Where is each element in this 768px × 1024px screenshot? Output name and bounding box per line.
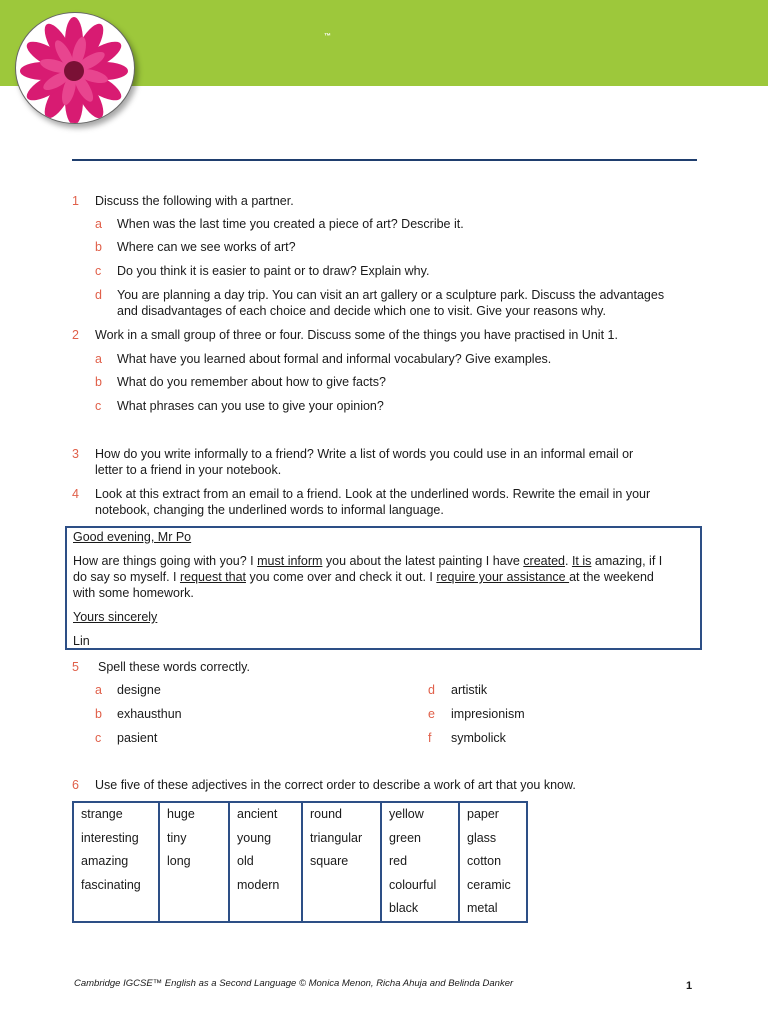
q3-line1: How do you write informally to a friend? Write a list of words you could use in an informal email or xyxy=(95,447,634,461)
q2-c-text: What phrases can you use to give your opinion? xyxy=(117,399,384,413)
adjective-cell: square xyxy=(302,850,381,874)
adjective-cell: glass xyxy=(459,827,527,851)
q5-e-word: impresionism xyxy=(451,707,525,721)
q5-a-word: designe xyxy=(117,683,161,697)
adjective-cell: triangular xyxy=(302,827,381,851)
q4-line2: notebook, changing the underlined words to informal language. xyxy=(95,503,444,517)
underlined-word: must inform xyxy=(257,554,323,568)
underlined-word: created xyxy=(523,554,565,568)
adjective-cell: yellow xyxy=(381,802,459,827)
adjective-cell: ceramic xyxy=(459,874,527,898)
q1-b-text: Where can we see works of art? xyxy=(117,240,296,254)
q1-a-text: When was the last time you created a piece of art? Describe it. xyxy=(117,217,464,231)
q5-c-word: pasient xyxy=(117,731,158,745)
q3-number: 3 xyxy=(72,447,79,461)
adjective-cell: paper xyxy=(459,802,527,827)
adjective-cell xyxy=(73,897,159,922)
table-row xyxy=(73,827,527,851)
q2-text: Work in a small group of three or four. Discuss some of the things you have practised in Unit 1. xyxy=(95,328,618,342)
q5-b-letter: b xyxy=(95,707,102,721)
q5-f-letter: f xyxy=(428,731,432,745)
adjective-cell: tiny xyxy=(159,827,229,851)
adjective-cell: long xyxy=(159,850,229,874)
text: you come over and check it out. I xyxy=(246,570,437,584)
footer-copyright: Cambridge IGCSE™ English as a Second Language © Monica Menon, Richa Ahuja and Belinda Danker xyxy=(74,978,514,989)
q6-number: 6 xyxy=(72,778,79,792)
flower-logo-icon xyxy=(15,12,135,124)
q4-line1: Look at this extract from an email to a friend. Look at the underlined words. Rewrite the email in your xyxy=(95,487,651,501)
adjective-cell: old xyxy=(229,850,302,874)
q5-number: 5 xyxy=(72,660,79,674)
email-greeting: Good evening, Mr Po xyxy=(73,530,192,544)
q2-number: 2 xyxy=(72,328,79,342)
adjective-cell: metal xyxy=(459,897,527,922)
adjective-cell: strange xyxy=(73,802,159,827)
q5-text: Spell these words correctly. xyxy=(98,660,250,674)
adjective-cell: modern xyxy=(229,874,302,898)
adjective-cell xyxy=(159,874,229,898)
underlined-word: require your assistance xyxy=(436,570,570,584)
table-row xyxy=(73,802,527,827)
adjective-cell: amazing xyxy=(73,850,159,874)
q2-b-letter: b xyxy=(95,375,102,389)
page-number: 1 xyxy=(686,980,693,992)
header-rule xyxy=(72,159,697,161)
adjective-cell: green xyxy=(381,827,459,851)
q1-b-letter: b xyxy=(95,240,102,254)
adjective-cell xyxy=(229,897,302,922)
underlined-word: It is xyxy=(571,554,592,568)
email-line3: with some homework. xyxy=(73,586,194,600)
email-line1 xyxy=(73,553,662,569)
q5-d-word: artistik xyxy=(451,683,488,697)
q1-a-letter: a xyxy=(95,217,102,231)
q1-text: Discuss the following with a partner. xyxy=(95,194,294,208)
adjectives-table xyxy=(72,801,528,923)
text: do say so myself. I xyxy=(73,570,180,584)
q2-a-letter: a xyxy=(95,352,102,366)
text: at the weekend xyxy=(569,570,654,584)
q1-d-text-2: and disadvantages of each choice and decide which one to visit. Give your reasons why. xyxy=(117,304,606,318)
q3-line2: letter to a friend in your notebook. xyxy=(95,463,282,477)
q5-a-letter: a xyxy=(95,683,102,697)
q4-number: 4 xyxy=(72,487,79,501)
adjective-cell: huge xyxy=(159,802,229,827)
text: . xyxy=(564,554,572,568)
table-row xyxy=(73,874,527,898)
q5-b-word: exhausthun xyxy=(117,707,182,721)
adjective-cell: fascinating xyxy=(73,874,159,898)
text: How are things going with you? I xyxy=(73,554,258,568)
adjective-cell: colourful xyxy=(381,874,459,898)
adjective-cell xyxy=(302,897,381,922)
adjective-cell: cotton xyxy=(459,850,527,874)
adjective-cell: black xyxy=(381,897,459,922)
text: you about the latest painting I have xyxy=(322,554,524,568)
table-row xyxy=(73,850,527,874)
q2-a-text: What have you learned about formal and informal vocabulary? Give examples. xyxy=(117,352,552,366)
q1-c-text: Do you think it is easier to paint or to draw? Explain why. xyxy=(117,264,430,278)
q5-c-letter: c xyxy=(95,731,102,745)
q1-number: 1 xyxy=(72,194,79,208)
q6-text: Use five of these adjectives in the correct order to describe a work of art that you know. xyxy=(95,778,576,792)
adjective-cell: young xyxy=(229,827,302,851)
email-name: Lin xyxy=(73,634,90,648)
text: amazing, if I xyxy=(591,554,663,568)
underlined-word: request that xyxy=(179,570,246,584)
q1-c-letter: c xyxy=(95,264,102,278)
trademark: ™ xyxy=(324,33,331,40)
q5-e-letter: e xyxy=(428,707,435,721)
email-line2 xyxy=(73,569,654,585)
table-row xyxy=(73,897,527,922)
adjective-cell: interesting xyxy=(73,827,159,851)
adjective-cell: ancient xyxy=(229,802,302,827)
q5-f-word: symbolick xyxy=(451,731,506,745)
adjective-cell: red xyxy=(381,850,459,874)
adjective-cell xyxy=(159,897,229,922)
adjective-cell: round xyxy=(302,802,381,827)
adjective-cell xyxy=(302,874,381,898)
q2-b-text: What do you remember about how to give facts? xyxy=(117,375,386,389)
q1-d-text: You are planning a day trip. You can visit an art gallery or a sculpture park. Discuss the advantages xyxy=(117,288,665,302)
q5-d-letter: d xyxy=(428,683,435,697)
q1-d-letter: d xyxy=(95,288,102,302)
q2-c-letter: c xyxy=(95,399,102,413)
email-closing: Yours sincerely xyxy=(73,610,158,624)
